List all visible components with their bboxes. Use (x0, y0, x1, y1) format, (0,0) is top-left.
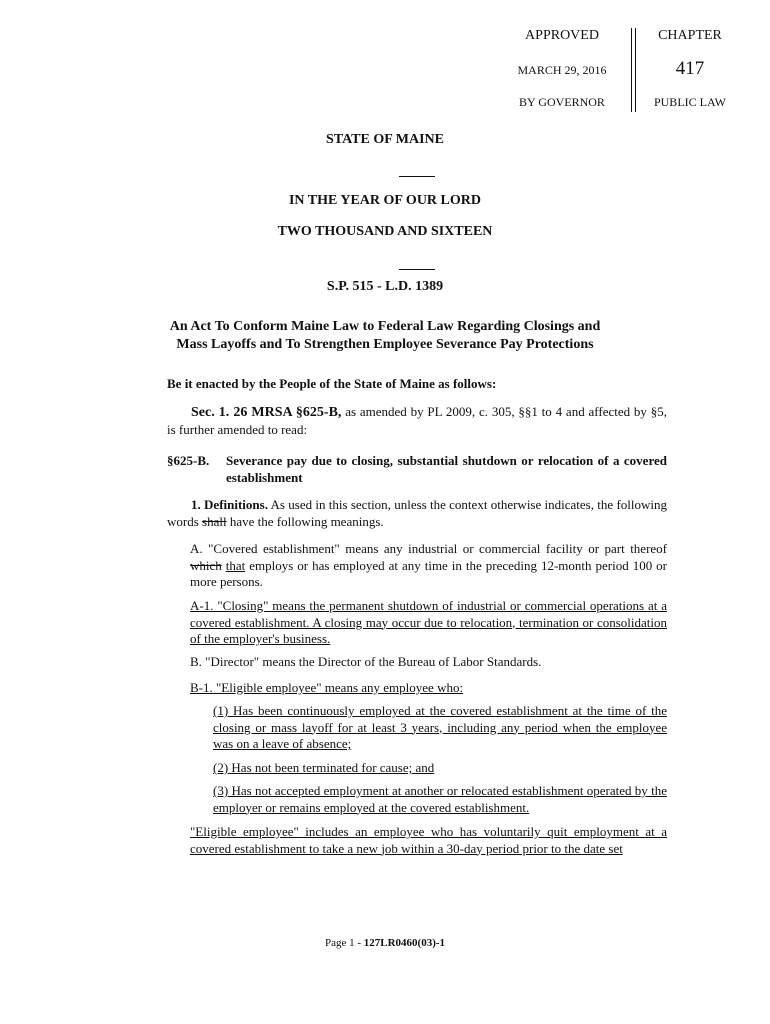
act-title-line-1: An Act To Conform Maine Law to Federal Law Regarding Closings and (169, 319, 601, 334)
rule-2 (399, 269, 435, 270)
approved-label: APPROVED (525, 28, 599, 43)
definitions-struck-word: shall (202, 513, 227, 529)
chapter-number: 417 (675, 58, 705, 79)
enacting-clause: Be it enacted by the People of the State of Maine as follows: (167, 376, 497, 391)
bill-number: S.P. 515 - L.D. 1389 (326, 279, 444, 294)
footer-page: Page 1 - (324, 937, 364, 949)
rule-1 (399, 176, 435, 177)
header-divider-right (635, 28, 636, 112)
item-a-text-a: A. "Covered establishment" means any industrial or commercial facility or part thereof (190, 541, 667, 556)
definitions-text-b: have the following meanings. (226, 513, 384, 529)
sub-item-2-text: (2) Has not been terminated for cause; and (213, 760, 435, 775)
act-title-line-2: Mass Layoffs and To Strengthen Employee Severance Pay Protections (176, 337, 594, 352)
year-line-2: TWO THOUSAND AND SIXTEEN (277, 224, 493, 239)
section-1-label: Sec. 1. 26 MRSA §625-B, (191, 405, 342, 420)
sub-item-1-text: (1) Has been continuously employed at the covered establishment at the time of the closing or mass layoff for at least 3 years, including any period when the employee was on a leave of absence; (213, 703, 667, 751)
item-a-struck-word: which (190, 557, 222, 573)
eligible-employee-note-text: "Eligible employee" includes an employee who has voluntarily quit employment at a covered establishment to take a new job within a 30-day period prior to the date set (190, 824, 667, 856)
section-1-text: as amended by PL 2009, c. 305, §§1 to 4 and affected by §5, is further amended to read: (167, 404, 667, 437)
definitions-label: 1. Definitions. (191, 497, 268, 512)
section-heading (167, 453, 667, 486)
sub-item-1 (213, 703, 667, 753)
public-law-label: PUBLIC LAW (653, 95, 727, 109)
item-a-paragraph (190, 541, 667, 591)
section-heading-text: Severance pay due to closing, substantial shutdown or relocation of a covered establishment (226, 453, 667, 485)
year-line-1: IN THE YEAR OF OUR LORD (288, 193, 481, 208)
item-b-paragraph: B. "Director" means the Director of the Bureau of Labor Standards. (190, 654, 542, 669)
item-a-text-b: employs or has employed at any time in the preceding 12-month period 100 or more persons. (190, 557, 667, 589)
approval-date: MARCH 29, 2016 (517, 63, 607, 77)
header-divider-left (631, 28, 632, 112)
section-heading-number: §625-B. (167, 453, 210, 468)
eligible-employee-note (190, 824, 667, 857)
item-b1-text: B-1. "Eligible employee" means any employee who: (190, 680, 464, 695)
chapter-label: CHAPTER (658, 28, 722, 43)
item-a1-text: A-1. "Closing" means the permanent shutdown of industrial or commercial operations at a covered establishment. A closing may occur due to relocation, termination or consolidation of the employer's business. (190, 598, 667, 646)
footer-code: 127LR0460(03)-1 (363, 937, 446, 949)
definitions-text-a: As used in this section, unless the context otherwise indicates, the following words (167, 497, 668, 529)
sub-item-3 (213, 783, 667, 816)
state-heading: STATE OF MAINE (326, 132, 444, 147)
by-governor-label: BY GOVERNOR (519, 95, 605, 109)
sub-item-2 (213, 760, 667, 777)
item-a1-paragraph (190, 598, 667, 648)
definitions-paragraph (167, 497, 667, 530)
item-b1-paragraph (190, 680, 667, 697)
item-a-inserted-word: that (225, 557, 246, 573)
sub-item-3-text: (3) Has not accepted employment at another or relocated establishment operated by the employer or remains employed at the covered establishment. (213, 783, 667, 815)
page-footer (0, 937, 770, 949)
section-1-paragraph (167, 404, 667, 438)
